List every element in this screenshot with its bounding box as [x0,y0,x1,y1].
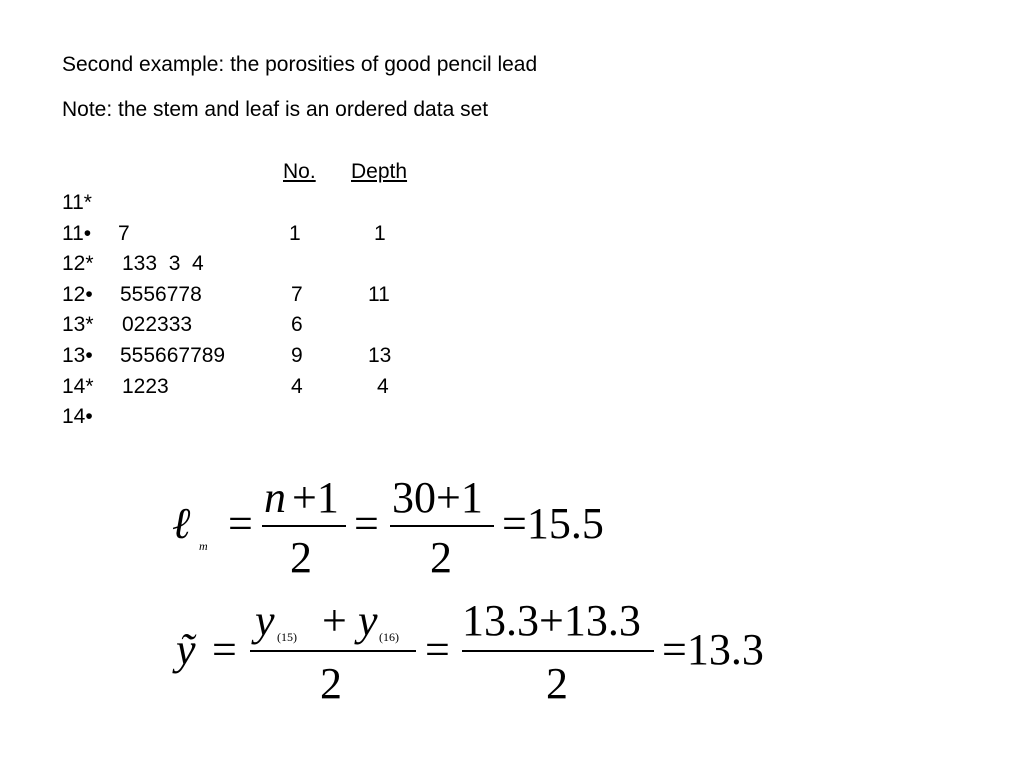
y16: y [358,596,378,645]
stem: 11* [62,191,92,214]
equals-sign: = [425,625,450,674]
lhs-y-tilde: ỹ [176,625,196,674]
equals-sign: = [354,499,379,548]
plus-sign: + [322,596,347,645]
numerator-plus-one: +1 [292,473,339,522]
numerator-n: n [264,473,286,522]
fraction-bar [250,650,416,652]
leaves: 555667789 [120,344,226,367]
numerator-2: 13.3+13.3 [462,596,641,645]
stem: 12* [62,252,94,275]
stem: 14• [62,405,93,428]
col-header-depth: Depth [351,160,408,183]
count: 7 [291,283,303,306]
fraction-bar [262,525,346,527]
result: =13.3 [662,625,764,674]
stem: 12• [62,283,93,306]
subscript-15: (15) [277,630,297,644]
denominator: 2 [290,533,312,582]
result: =15.5 [502,499,604,548]
stem: 13• [62,344,93,367]
denominator-2: 2 [430,533,452,582]
depth: 11 [368,283,390,306]
leaves: 7 [118,222,130,245]
stem: 11• [62,222,92,245]
depth: 13 [368,344,392,367]
heading: Second example: the porosities of good pencil lead [62,53,538,76]
note: Note: the stem and leaf is an ordered data set [62,98,489,121]
stem: 14* [62,375,94,398]
leaves: 022333 [122,313,193,336]
fraction-bar [390,525,494,527]
count: 6 [291,313,303,336]
lhs-ell: ℓ [172,499,191,548]
equals-sign: = [228,499,253,548]
depth: 4 [377,375,389,398]
fraction-bar [462,650,654,652]
denominator: 2 [320,659,342,708]
equals-sign: = [212,625,237,674]
leaves: 1223 [122,375,169,398]
subscript-16: (16) [379,630,399,644]
y15: y [255,596,275,645]
numerator-2: 30+1 [392,473,483,522]
count: 9 [291,344,303,367]
depth: 1 [374,222,386,245]
col-header-no: No. [283,160,316,183]
count: 4 [291,375,303,398]
denominator-2: 2 [546,659,568,708]
stem: 13* [62,313,94,336]
leaves: 5556778 [120,283,202,306]
lhs-subscript: m [199,539,208,553]
leaves: 133 3 4 [122,252,204,275]
count: 1 [289,222,301,245]
